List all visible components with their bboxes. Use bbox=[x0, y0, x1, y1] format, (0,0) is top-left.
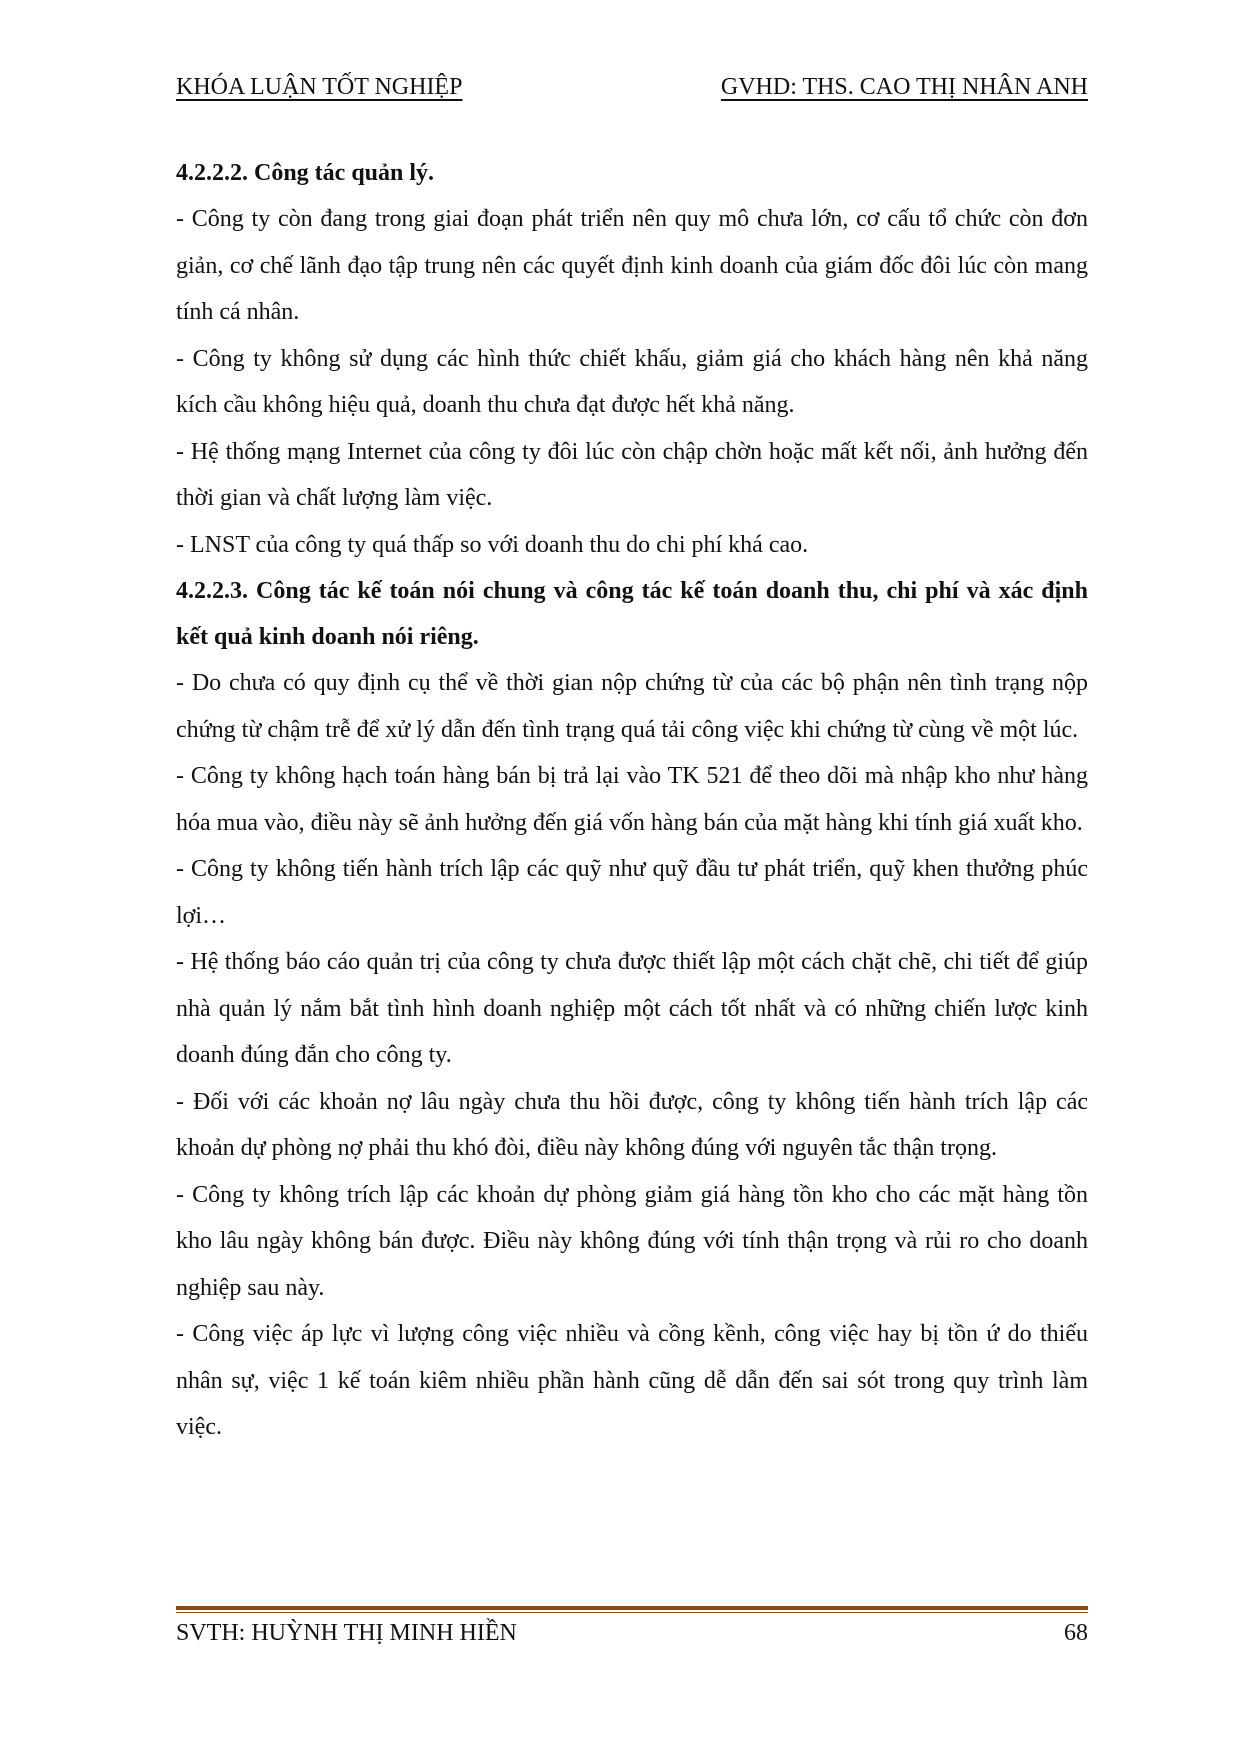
header-advisor: GVHD: THS. CAO THỊ NHÂN ANH bbox=[720, 74, 1088, 100]
paragraph: - Công ty còn đang trong giai đoạn phát triển nên quy mô chưa lớn, cơ cấu tổ chức còn đơn giản, cơ chế lãnh đạo tập trung nên các quyết định kinh doanh của giám đốc đôi lúc còn mang tính cá nhân. bbox=[176, 206, 1088, 325]
paragraph: - Công ty không tiến hành trích lập các quỹ như quỹ đầu tư phát triển, quỹ khen thưởng phúc lợi… bbox=[176, 856, 1088, 929]
section-heading-management: 4.2.2.2. Công tác quản lý. bbox=[176, 160, 435, 186]
paragraph: - LNST của công ty quá thấp so với doanh thu do chi phí khá cao. bbox=[176, 531, 809, 558]
paragraph: - Công việc áp lực vì lượng công việc nhiều và cồng kềnh, công việc hay bị tồn ứ do thiếu nhân sự, việc 1 kế toán kiêm nhiều phần hành cũng dễ dẫn đến sai sót trong quy trình làm việc. bbox=[176, 1321, 1088, 1440]
paragraph: - Công ty không sử dụng các hình thức chiết khấu, giảm giá cho khách hàng nên khả năng kích cầu không hiệu quả, doanh thu chưa đạt được hết khả năng. bbox=[176, 345, 1088, 418]
paragraph: - Do chưa có quy định cụ thể về thời gian nộp chứng từ của các bộ phận nên tình trạng nộp chứng từ chậm trễ để xử lý dẫn đến tình trạng quá tải công việc khi chứng từ cùng về một lúc. bbox=[176, 670, 1088, 743]
paragraph: - Công ty không trích lập các khoản dự phòng giảm giá hàng tồn kho cho các mặt hàng tồn kho lâu ngày không bán được. Điều này không đúng với tính thận trọng và rủi ro cho doanh nghiệp sau này. bbox=[176, 1181, 1088, 1301]
page-header bbox=[176, 74, 1088, 110]
page-content bbox=[176, 150, 1088, 1451]
footer-student-name: SVTH: HUỲNH THỊ MINH HIỀN bbox=[176, 1620, 517, 1646]
page-footer bbox=[176, 1620, 1088, 1656]
paragraph: - Công ty không hạch toán hàng bán bị trả lại vào TK 521 để theo dõi mà nhập kho như hàng hóa mua vào, điều này sẽ ảnh hưởng đến giá vốn hàng bán của mặt hàng khi tính giá xuất kho. bbox=[176, 763, 1088, 836]
page-number: 68 bbox=[1064, 1620, 1088, 1646]
header-thesis-title: KHÓA LUẬN TỐT NGHIỆP bbox=[176, 74, 463, 100]
paragraph: - Đối với các khoản nợ lâu ngày chưa thu hồi được, công ty không tiến hành trích lập các khoản dự phòng nợ phải thu khó đòi, điều này không đúng với nguyên tắc thận trọng. bbox=[176, 1088, 1088, 1161]
section-heading-accounting: 4.2.2.3. Công tác kế toán nói chung và công tác kế toán doanh thu, chi phí và xác định kết quả kinh doanh nói riêng. bbox=[176, 578, 1088, 650]
footer-divider-thin bbox=[176, 1612, 1088, 1613]
paragraph: - Hệ thống mạng Internet của công ty đôi lúc còn chập chờn hoặc mất kết nối, ảnh hưởng đến thời gian và chất lượng làm việc. bbox=[176, 438, 1088, 511]
paragraph: - Hệ thống báo cáo quản trị của công ty chưa được thiết lập một cách chặt chẽ, chi tiết để giúp nhà quản lý nắm bắt tình hình doanh nghiệp một cách tốt nhất và có những chiến lược kinh doanh đúng đắn cho công ty. bbox=[176, 949, 1088, 1068]
footer-divider-thick bbox=[176, 1606, 1088, 1610]
